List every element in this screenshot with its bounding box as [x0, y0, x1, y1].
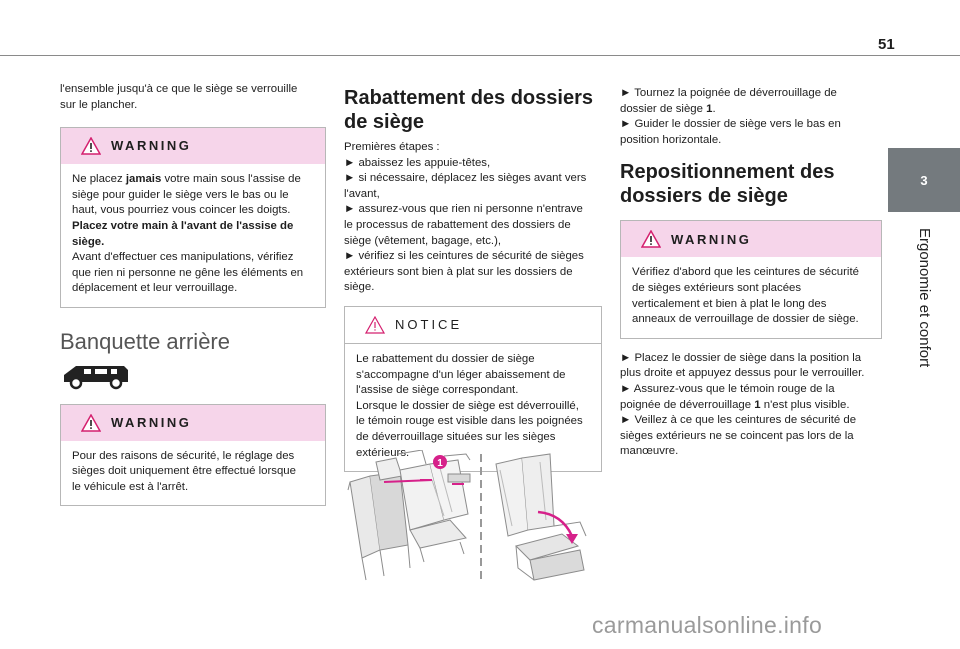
step-line: ► vérifiez si les ceintures de sécurité de sièges — [344, 250, 584, 263]
section-heading: Repositionnement des dossiers de siège — [620, 161, 835, 208]
warning-text: le véhicule est à l'arrêt. — [72, 480, 189, 493]
notice-text: s'accompagne d'un léger abaissement de — [356, 368, 566, 381]
warning-title: WARNING — [111, 414, 192, 430]
step-line: manœuvre. — [620, 445, 679, 458]
seat-illustration — [340, 450, 602, 585]
warning-header — [61, 128, 325, 164]
warning-text: verticalement et bien à plat le long des — [632, 297, 827, 310]
section-title: Banquette arrière — [60, 328, 230, 354]
notice-box — [344, 306, 602, 472]
page-number: 51 — [878, 36, 895, 53]
warning-text: siège. — [72, 235, 105, 248]
chapter-tab[interactable] — [888, 148, 960, 212]
warning-title: WARNING — [671, 231, 752, 247]
step-line: ► assurez-vous que rien ni personne n'entrave — [344, 203, 583, 216]
column-3 — [620, 86, 882, 460]
callout-number: 1 — [437, 458, 443, 469]
warning-triangle-icon — [81, 414, 101, 432]
step-line: ► Assurez-vous que le témoin rouge de la — [620, 382, 835, 395]
warning-body — [621, 257, 881, 337]
step-line: ► si nécessaire, déplacez les sièges avant vers — [344, 172, 587, 185]
watermark: carmanualsonline.info — [592, 612, 823, 638]
warning-body — [61, 441, 325, 506]
step-line: Premières étapes : — [344, 141, 440, 153]
intro-line: sur le plancher. — [60, 98, 138, 111]
step-line: ► Veillez à ce que les ceintures de sécurité de — [620, 414, 857, 427]
warning-box — [60, 404, 326, 507]
warning-triangle-icon — [81, 137, 101, 155]
notice-header — [345, 307, 601, 344]
step-line: plus droite et appuyez dessus pour le verrouiller. — [620, 367, 865, 380]
notice-text: le témoin rouge est visible dans les poignées — [356, 415, 583, 428]
warning-text: de sièges extérieurs sont placées — [632, 281, 802, 294]
step-line: ► Tournez la poignée de déverrouillage de — [620, 87, 837, 99]
warning-box — [620, 220, 882, 338]
warning-header — [61, 405, 325, 441]
warning-text: Ne placez jamais votre main sous l'assise de — [72, 173, 301, 186]
header-rule — [0, 55, 960, 56]
warning-text: déplacement et leur verrouillage. — [72, 282, 238, 295]
step-line: le processus de rabattement des dossiers de — [344, 218, 571, 231]
warning-text: anneaux de verrouillage de dossier de siège. — [632, 313, 859, 326]
warning-text: siège pour guider le siège vers le bas ou le — [72, 188, 289, 201]
warning-body — [61, 164, 325, 307]
column-2 — [344, 86, 602, 472]
intro-line: l'ensemble jusqu'à ce que le siège se verrouille — [60, 83, 298, 95]
warning-text: Vérifiez d'abord que les ceintures de sécurité — [632, 266, 859, 279]
step-line: ► Guider le dossier de siège vers le bas en — [620, 118, 841, 131]
step-line: siège. — [344, 281, 375, 294]
step-line: ► Placez le dossier de siège dans la position la — [620, 351, 862, 364]
step-line: siège (vêtement, bagage, etc.), — [344, 234, 502, 247]
steps-list — [344, 140, 602, 296]
step-line: l'avant, — [344, 187, 380, 200]
warning-text: Placez votre main à l'avant de l'assise de — [72, 219, 294, 232]
step-line: extérieurs sont bien à plat sur les dossiers de — [344, 265, 573, 278]
step-line: dossier de siège 1. — [620, 102, 716, 115]
notice-text: Lorsque le dossier de siège est déverrouillé, — [356, 399, 579, 412]
step-line: poignée de déverrouillage 1 n'est plus visible. — [620, 398, 850, 411]
warning-text: Pour des raisons de sécurité, le réglage des — [72, 449, 295, 462]
warning-box — [60, 127, 326, 308]
warning-text: que rien ni personne ne gêne les éléments en — [72, 266, 304, 279]
notice-title: NOTICE — [395, 317, 463, 333]
notice-triangle-icon — [365, 316, 385, 334]
warning-title: WARNING — [111, 138, 192, 154]
chapter-label: Ergonomie et confort — [916, 228, 933, 368]
step-line: ► abaissez les appuie-têtes, — [344, 156, 491, 169]
section-heading: Rabattement des dossiers de siège — [344, 87, 593, 133]
column-1 — [60, 82, 326, 506]
chapter-number: 3 — [920, 172, 928, 188]
step-line: sièges extérieurs ne se coincent pas lors de la — [620, 429, 854, 442]
notice-text: Le rabattement du dossier de siège — [356, 352, 535, 365]
notice-text: l'assise de siège correspondant. — [356, 384, 519, 397]
warning-text: Avant d'effectuer ces manipulations, vérifiez — [72, 251, 294, 264]
step-line: position horizontale. — [620, 133, 722, 146]
warning-text: haut, vous pourriez vous coincer les doigts. — [72, 204, 291, 217]
van-icon — [60, 362, 132, 390]
notice-text: de déverrouillage situées sur les sièges — [356, 430, 556, 443]
warning-triangle-icon — [641, 230, 661, 248]
instructions — [620, 351, 882, 460]
notice-text: extérieurs. — [356, 446, 410, 459]
warning-header — [621, 221, 881, 257]
warning-text: sièges doit uniquement être effectué lorsque — [72, 465, 296, 478]
